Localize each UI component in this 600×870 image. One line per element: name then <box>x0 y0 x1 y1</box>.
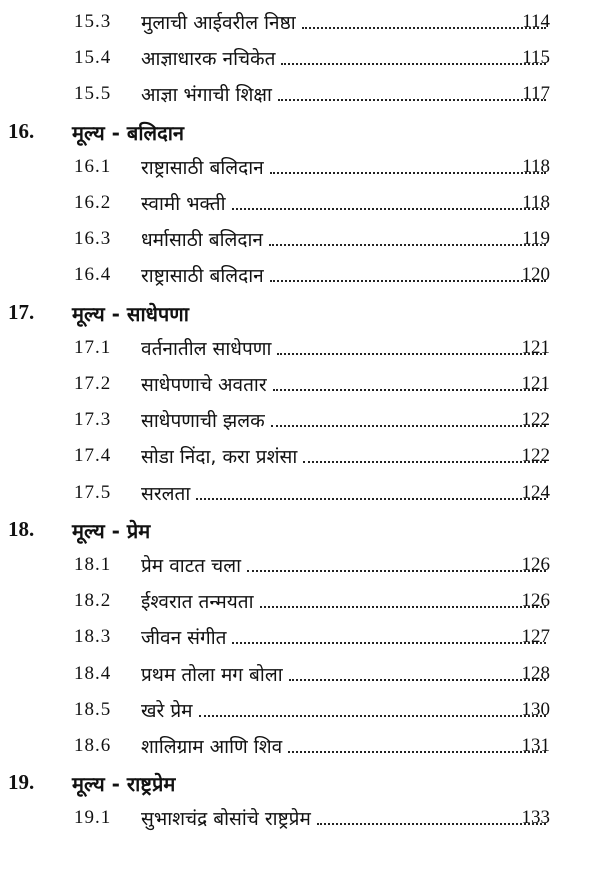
toc-entry <box>0 76 600 112</box>
page-number: 121 <box>521 336 550 358</box>
entry-title: प्रथम तोला मग बोला <box>141 663 283 686</box>
dot-leader <box>271 425 546 427</box>
entry-title-leader <box>141 552 550 578</box>
section-number: 16. <box>8 118 35 143</box>
section-heading <box>0 113 600 149</box>
toc-entry <box>0 475 600 511</box>
dot-leader <box>232 208 547 210</box>
entry-title: धर्मासाठी बलिदान <box>141 229 263 252</box>
entry-title: आज्ञाधारक नचिकेत <box>141 48 276 71</box>
entry-number: 17.1 <box>74 336 112 358</box>
entry-number: 19.1 <box>74 807 112 829</box>
entry-title-leader <box>141 733 550 759</box>
entry-title-leader <box>141 443 550 469</box>
entry-title: स्वामी भक्ती <box>141 193 226 215</box>
toc-entry <box>0 40 600 76</box>
toc-entry <box>0 402 600 438</box>
entry-title: जीवन संगीत <box>141 627 227 650</box>
entry-title: साधेपणाची झलक <box>141 410 265 433</box>
section-number: 17. <box>8 299 35 324</box>
entry-title: शालिग्राम आणि शिव <box>141 736 283 758</box>
section-number: 19. <box>8 770 35 795</box>
section-heading <box>0 764 600 800</box>
section-title: मूल्य - प्रेम <box>72 518 151 543</box>
section-heading <box>0 294 600 330</box>
entry-number: 17.4 <box>74 445 112 467</box>
entry-title-leader <box>141 661 550 687</box>
entry-number: 17.5 <box>74 481 112 503</box>
entry-title-leader <box>141 697 550 723</box>
entry-number: 18.5 <box>74 698 112 720</box>
entry-number: 18.2 <box>74 590 112 612</box>
dot-leader <box>199 715 546 717</box>
entry-title: सोडा निंदा, करा प्रशंसा <box>141 446 298 469</box>
section-title: मूल्य - राष्ट्रप्रेम <box>72 772 176 797</box>
entry-title: सरलता <box>141 482 191 505</box>
page-number: 126 <box>521 554 550 575</box>
entry-title-leader <box>141 335 550 361</box>
dot-leader <box>270 280 546 282</box>
toc-entry <box>0 149 600 185</box>
dot-leader <box>269 244 546 246</box>
entry-title-leader <box>141 588 550 614</box>
page-number: 117 <box>522 83 550 105</box>
entry-title-leader <box>141 81 550 107</box>
entry-title-leader <box>141 624 550 650</box>
page-number: 127 <box>521 626 550 648</box>
entry-title: वर्तनातील साधेपणा <box>141 337 272 360</box>
page-number: 122 <box>521 445 550 467</box>
page-number: 121 <box>521 373 550 394</box>
dot-leader <box>277 353 546 355</box>
entry-title: सुभाशचंद्र बोसांचे राष्ट्रप्रेम <box>141 808 311 831</box>
entry-title-leader <box>141 805 550 831</box>
page-number: 128 <box>521 662 550 684</box>
entry-title-leader <box>141 190 550 216</box>
dot-leader <box>270 172 546 174</box>
toc-entry <box>0 221 600 257</box>
entry-title-leader <box>141 226 550 252</box>
toc-entry <box>0 728 600 764</box>
entry-title-leader <box>141 154 550 180</box>
page-number: 118 <box>522 155 550 177</box>
entry-title-leader <box>141 45 550 71</box>
entry-number: 16.1 <box>74 155 112 177</box>
dot-leader <box>303 461 546 463</box>
toc-entry <box>0 800 600 836</box>
entry-title: ईश्वरात तन्मयता <box>141 591 254 614</box>
section-title: मूल्य - बलिदान <box>72 120 184 145</box>
page-number: 120 <box>521 264 550 286</box>
section-heading <box>0 511 600 547</box>
page-number: 115 <box>522 47 550 69</box>
page-number: 126 <box>521 590 550 612</box>
toc-entry <box>0 583 600 619</box>
dot-leader <box>281 63 546 65</box>
dot-leader <box>196 498 546 500</box>
page-number: 131 <box>521 735 550 756</box>
dot-leader <box>247 570 546 572</box>
page-number: 122 <box>521 409 550 431</box>
toc-entry <box>0 185 600 221</box>
toc-entry <box>0 692 600 728</box>
entry-number: 16.3 <box>74 228 112 250</box>
entry-number: 17.3 <box>74 409 112 431</box>
toc-entry <box>0 438 600 474</box>
entry-title-leader <box>141 9 550 35</box>
page-number: 114 <box>522 11 550 32</box>
entry-number: 18.4 <box>74 662 112 684</box>
dot-leader <box>260 606 546 608</box>
page-number: 124 <box>521 481 550 503</box>
entry-number: 15.3 <box>74 11 112 32</box>
entry-number: 16.2 <box>74 192 112 213</box>
entry-title: मुलाची आईवरील निष्ठा <box>141 12 296 34</box>
toc-entry <box>0 619 600 655</box>
entry-title: राष्ट्रासाठी बलिदान <box>141 265 264 288</box>
section-title: मूल्य - साधेपणा <box>72 301 189 326</box>
dot-leader <box>288 751 546 753</box>
entry-number: 18.6 <box>74 735 112 756</box>
dot-leader <box>289 679 546 681</box>
section-number: 18. <box>8 516 35 541</box>
entry-title: आज्ञा भंगाची शिक्षा <box>141 84 272 107</box>
entry-title-leader <box>141 262 550 288</box>
toc-entry <box>0 366 600 402</box>
entry-title: राष्ट्रासाठी बलिदान <box>141 156 264 179</box>
toc-entry <box>0 257 600 293</box>
dot-leader <box>317 823 546 825</box>
page-number: 119 <box>522 228 550 250</box>
entry-title-leader <box>141 407 550 433</box>
entry-title: खरे प्रेम <box>141 699 193 722</box>
page-number: 133 <box>521 807 550 829</box>
entry-number: 18.1 <box>74 554 112 575</box>
entry-number: 18.3 <box>74 626 112 648</box>
toc-entry <box>0 547 600 583</box>
dot-leader <box>278 99 546 101</box>
entry-title: प्रेम वाटत चला <box>141 555 242 577</box>
entry-title: साधेपणाचे अवतार <box>141 374 267 396</box>
toc-entry <box>0 656 600 692</box>
page-number: 118 <box>522 192 550 213</box>
dot-leader <box>302 27 546 29</box>
toc-entry <box>0 4 600 40</box>
entry-number: 17.2 <box>74 373 112 394</box>
dot-leader <box>232 642 546 644</box>
entry-title-leader <box>141 371 550 397</box>
entry-number: 16.4 <box>74 264 112 286</box>
dot-leader <box>273 389 546 391</box>
entry-number: 15.5 <box>74 83 112 105</box>
page-number: 130 <box>521 698 550 720</box>
toc-entry <box>0 330 600 366</box>
entry-title-leader <box>141 480 550 506</box>
entry-number: 15.4 <box>74 47 112 69</box>
